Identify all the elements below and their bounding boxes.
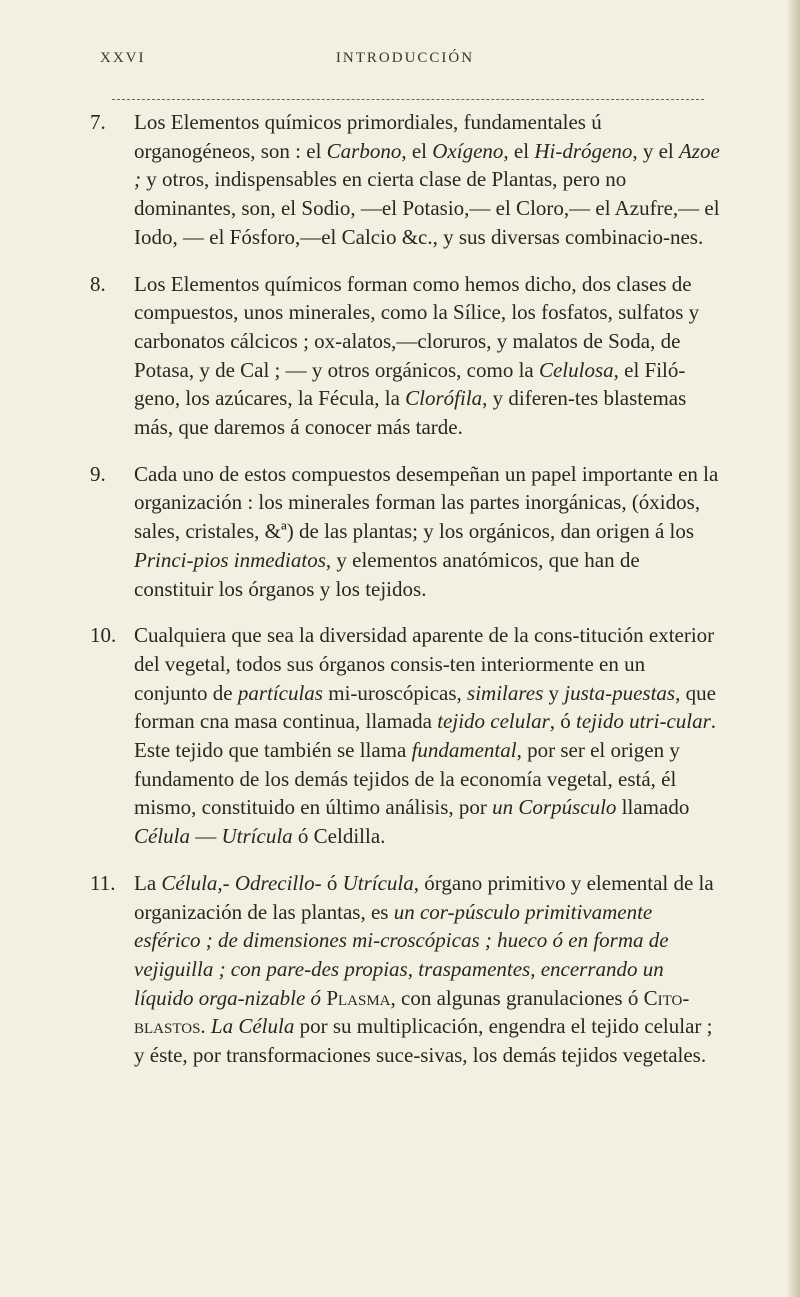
- paragraph-text: [134, 621, 720, 851]
- running-header: [100, 50, 710, 67]
- text-run: , el: [503, 138, 535, 163]
- italic-term: Carbono: [326, 138, 402, 163]
- italic-term: Utrícula: [221, 824, 293, 849]
- text-run: , el: [401, 138, 433, 163]
- paragraph: [90, 460, 720, 604]
- italic-term: Célula: [134, 824, 190, 849]
- italic-term: fundamental: [411, 738, 517, 763]
- paragraph-number: 9.: [90, 461, 106, 486]
- text-run: , y diferen-tes blastemas más, que daremos á conocer más tarde.: [134, 386, 687, 440]
- text-run: ó Celdilla.: [292, 824, 386, 849]
- header-rule: [112, 99, 704, 100]
- italic-term: Utrícula: [342, 870, 414, 895]
- text-run: Cada uno de estos compuestos desempeñan un papel importante en la organización : los minerales forman las partes inorgánicas, (óxidos, sales, cristales, &ª) de las plantas; y los orgánicos, dan origen á los: [134, 461, 719, 544]
- italic-term: partículas: [237, 680, 323, 705]
- paragraph-text: [134, 108, 720, 252]
- paragraph-text: [134, 270, 720, 442]
- paragraph-number: 7.: [90, 110, 106, 134]
- body-text: [90, 108, 720, 1088]
- text-run: , con algunas granulaciones ó: [390, 985, 644, 1010]
- italic-term: Hi-drógeno: [534, 138, 633, 163]
- italic-term: Clorófila: [405, 386, 483, 411]
- italic-term: Princi-pios inmediatos: [134, 547, 326, 572]
- text-run: Los Elementos químicos primordiales, fundamentales ú organogéneos, son : el: [134, 110, 602, 163]
- page-number: XXVI: [100, 50, 146, 66]
- italic-term: justa-puestas: [564, 680, 676, 705]
- italic-term: La Célula: [210, 1014, 295, 1039]
- running-title: INTRODUCCIÓN: [335, 50, 475, 66]
- small-caps-term: Cito-blastos: [134, 985, 690, 1039]
- text-run: . Este tejido que también se llama: [134, 709, 717, 763]
- text-run: , el Filó-geno, los azúcares, la Fécula, la: [134, 357, 686, 411]
- italic-term: Oxígeno: [432, 138, 504, 163]
- paragraph: [90, 270, 720, 442]
- text-run: llamado: [616, 795, 690, 820]
- paragraph-number: 11.: [90, 870, 116, 895]
- italic-term: un cor-púsculo primitivamente esférico ; de dimensiones mi-croscópicas ; hueco ó en forma de vejiguilla ; con pare-des propias, traspamentes, encerrando un líquido orga-nizable ó: [134, 899, 669, 1010]
- text-run: ó: [321, 870, 343, 895]
- text-run: , que forman cna masa continua, llamada: [134, 680, 716, 734]
- paragraph-number: 10.: [90, 623, 117, 648]
- text-run: y otros, indispensables en cierta clase de Plantas, pero no dominantes, son, el Sodio, —el Potasio,— el Cloro,— el Azufre,— el Iodo, — el Fósforo,—el Calcio &c., y sus diversas combinacio-nes.: [134, 167, 720, 249]
- text-run: .: [200, 1014, 211, 1039]
- italic-term: similares: [467, 680, 544, 705]
- text-run: por su multiplicación, engendra el tejido celular ; y éste, por transformaciones suce-sivas, los demás tejidos vegetales.: [134, 1014, 713, 1068]
- italic-term: un Corpúsculo: [492, 795, 617, 820]
- text-run: Los Elementos químicos forman como hemos dicho, dos clases de compuestos, unos minerales, como la Sílice, los fosfatos, sulfatos y carbonatos cálcicos ; ox-alatos,—cloruros, y malatos de Soda, de Potasa, y de Cal ; — y otros orgánicos, como la: [134, 271, 700, 382]
- text-run: , y el: [632, 138, 679, 163]
- text-run: mi-uroscópicas,: [322, 680, 468, 705]
- text-run: y: [543, 680, 565, 705]
- paragraph-number: 8.: [90, 271, 106, 296]
- italic-term: Azoe ;: [134, 138, 720, 192]
- paragraph: [90, 621, 720, 851]
- italic-term: Celulosa: [538, 357, 614, 382]
- text-run: , ó: [549, 709, 577, 734]
- italic-term: Célula,- Odrecillo-: [161, 870, 322, 895]
- text-run: , y elementos anatómicos, que han de constituir los órganos y los tejidos.: [134, 547, 640, 601]
- paragraph: [90, 869, 720, 1070]
- text-run: Cualquiera que sea la diversidad aparente de la cons-titución exterior del vegetal, todos sus órganos consis-ten interiormente en un conjunto de: [134, 623, 715, 705]
- italic-term: tejido utri-cular: [576, 709, 711, 734]
- italic-term: tejido celular: [437, 709, 550, 734]
- small-caps-term: Plasma: [326, 985, 391, 1010]
- paragraph-text: [134, 460, 720, 604]
- text-run: , por ser el origen y fundamento de los demás tejidos de la economía vegetal, está, él mismo, constituido en último análisis, por: [134, 738, 680, 820]
- text-run: La: [134, 870, 162, 895]
- paragraph: [90, 108, 720, 252]
- paragraph-text: [134, 869, 720, 1070]
- text-run: , órgano primitivo y elemental de la organización de las plantas, es: [134, 870, 714, 924]
- page-edge-shadow: [786, 0, 800, 1297]
- text-run: —: [190, 824, 222, 849]
